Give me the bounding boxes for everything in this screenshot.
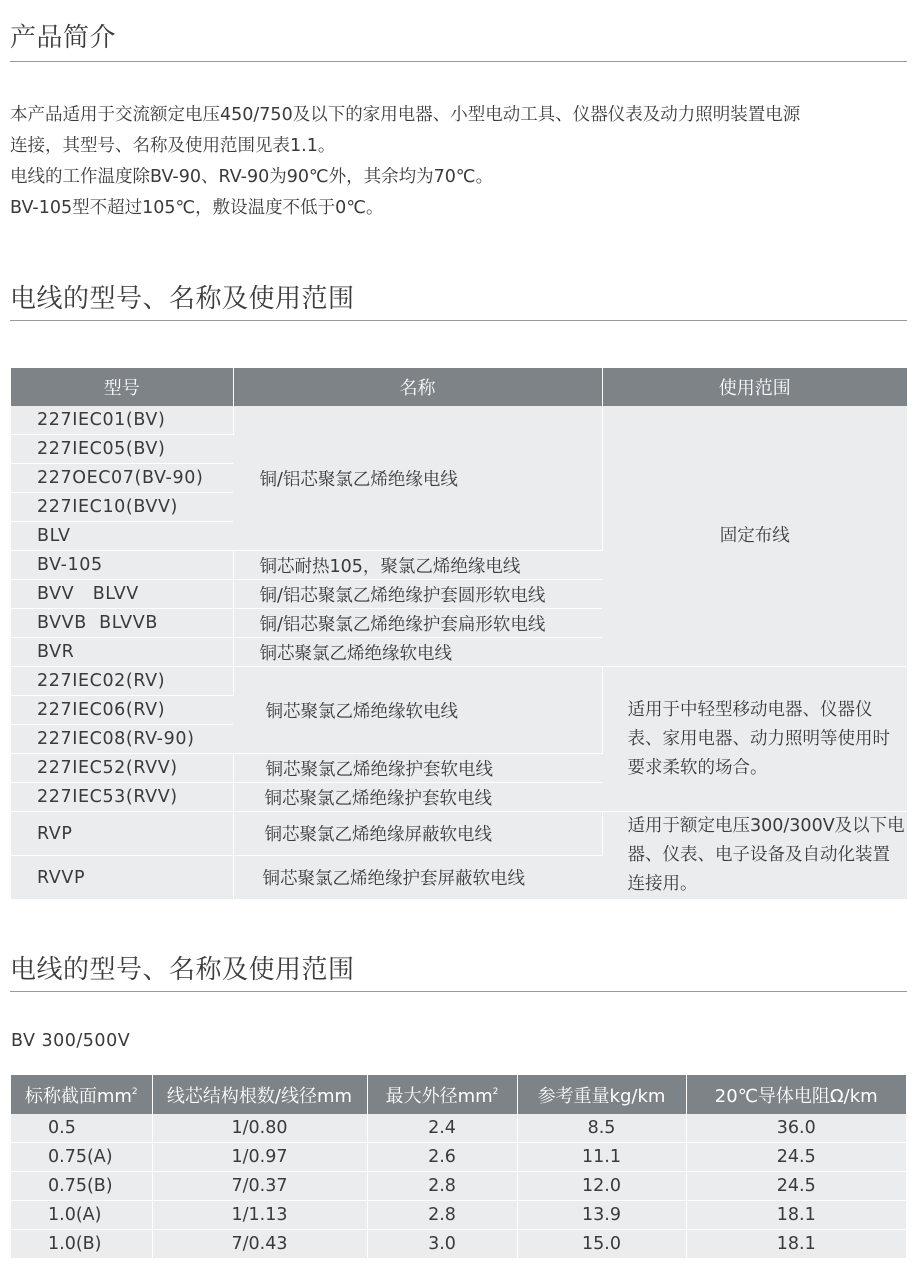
model-cell: RVVP [11,856,233,900]
table-row [11,1201,906,1230]
cell-core-structure: 7/0.37 [152,1172,367,1201]
cell-core-structure: 1/1.13 [152,1201,367,1230]
table-header-row [11,368,907,406]
name-cell: 铜芯聚氯乙烯绝缘护套软电线 [233,783,602,812]
cell-cross-section: 1.0(A) [11,1201,152,1230]
name-cell: 铜芯聚氯乙烯绝缘护套软电线 [233,754,602,783]
table-row [11,1172,906,1201]
cell-resistance: 24.5 [686,1143,906,1172]
intro-line: 本产品适用于交流额定电压450/750及以下的家用电器、小型电动工具、仪器仪表及动力照明装置电源 [10,105,801,125]
cell-resistance: 36.0 [686,1114,906,1143]
cell-max-diameter: 2.6 [367,1143,517,1172]
cell-cross-section: 0.75(A) [11,1143,152,1172]
divider [10,320,907,321]
model-cell: 227OEC07(BV-90) [11,464,233,493]
intro-line: 电线的工作温度除BV-90、RV-90为90℃外，其余均为70℃。 [10,167,494,187]
model-cell: 227IEC01(BV) [11,406,233,435]
table-row [11,1143,906,1172]
name-cell: 铜/铝芯聚氯乙烯绝缘护套圆形软电线 [233,580,602,609]
cell-max-diameter: 2.4 [367,1114,517,1143]
header-model: 型号 [11,368,233,406]
intro-text [10,100,910,224]
cell-core-structure: 7/0.43 [152,1230,367,1259]
header-weight: 参考重量kg/km [517,1075,686,1114]
header-core-structure: 线芯结构根数/线径mm [152,1075,367,1114]
cell-weight: 12.0 [517,1172,686,1201]
header-usage: 使用范围 [602,368,907,406]
cell-weight: 11.1 [517,1143,686,1172]
divider [10,991,907,992]
divider [10,61,907,62]
cell-cross-section: 0.5 [11,1114,152,1143]
model-cell: BVVB BLVVB [11,609,233,638]
model-cell: 227IEC05(BV) [11,435,233,464]
model-cell: 227IEC10(BVV) [11,493,233,522]
cell-weight: 8.5 [517,1114,686,1143]
table-row [11,406,907,435]
model-cell: BV-105 [11,551,233,580]
intro-line: 连接，其型号、名称及使用范围见表1.1。 [10,136,336,156]
model-cell: 227IEC08(RV-90) [11,725,233,754]
model-cell: 227IEC06(RV) [11,696,233,725]
header-cross-section [11,1075,152,1114]
spec-title: 电线的型号、名称及使用范围 [10,955,355,985]
models-title: 电线的型号、名称及使用范围 [10,284,355,314]
spec-table [11,1075,906,1259]
cell-max-diameter: 2.8 [367,1201,517,1230]
model-cell: RVP [11,812,233,856]
header-label: 最大外径mm [385,1085,493,1107]
name-cell: 铜芯聚氯乙烯绝缘软电线 [233,667,602,754]
name-cell: 铜/铝芯聚氯乙烯绝缘护套扁形软电线 [233,609,602,638]
models-table [11,368,907,900]
name-cell: 铜/铝芯聚氯乙烯绝缘电线 [233,406,602,551]
header-name: 名称 [233,368,602,406]
cell-core-structure: 1/0.80 [152,1114,367,1143]
model-cell: 227IEC52(RVV) [11,754,233,783]
table-row [11,667,907,696]
name-cell: 铜芯聚氯乙烯绝缘屏蔽软电线 [233,812,602,856]
intro-line: BV-105型不超过105℃，敷设温度不低于0℃。 [10,198,384,218]
header-resistance: 20℃导体电阻Ω/km [686,1075,906,1114]
spec-subtitle: BV 300/500V [11,1031,131,1051]
model-cell: 227IEC53(RVV) [11,783,233,812]
cell-cross-section: 0.75(B) [11,1172,152,1201]
header-superscript: 2 [131,1086,138,1097]
cell-max-diameter: 3.0 [367,1230,517,1259]
table-row [11,812,907,856]
usage-cell: 适用于额定电压300/300V及以下电器、仪表、电子设备及自动化装置连接用。 [602,812,907,900]
table-header-row [11,1075,906,1114]
header-label: 标称截面mm [24,1085,132,1107]
model-cell: BVV BLVV [11,580,233,609]
name-cell: 铜芯聚氯乙烯绝缘软电线 [233,638,602,667]
intro-title: 产品简介 [10,23,117,53]
model-cell: BVR [11,638,233,667]
table-row [11,1230,906,1259]
cell-weight: 13.9 [517,1201,686,1230]
name-cell: 铜芯耐热105，聚氯乙烯绝缘电线 [233,551,602,580]
cell-resistance: 18.1 [686,1230,906,1259]
cell-cross-section: 1.0(B) [11,1230,152,1259]
cell-resistance: 24.5 [686,1172,906,1201]
header-superscript: 2 [492,1086,499,1097]
usage-cell: 固定布线 [602,406,907,667]
model-cell: 227IEC02(RV) [11,667,233,696]
cell-weight: 15.0 [517,1230,686,1259]
cell-resistance: 18.1 [686,1201,906,1230]
name-cell: 铜芯聚氯乙烯绝缘护套屏蔽软电线 [233,856,602,900]
model-cell: BLV [11,522,233,551]
cell-core-structure: 1/0.97 [152,1143,367,1172]
table-row [11,1114,906,1143]
usage-cell: 适用于中轻型移动电器、仪器仪表、家用电器、动力照明等使用时要求柔软的场合。 [602,667,907,812]
header-max-diameter [367,1075,517,1114]
cell-max-diameter: 2.8 [367,1172,517,1201]
